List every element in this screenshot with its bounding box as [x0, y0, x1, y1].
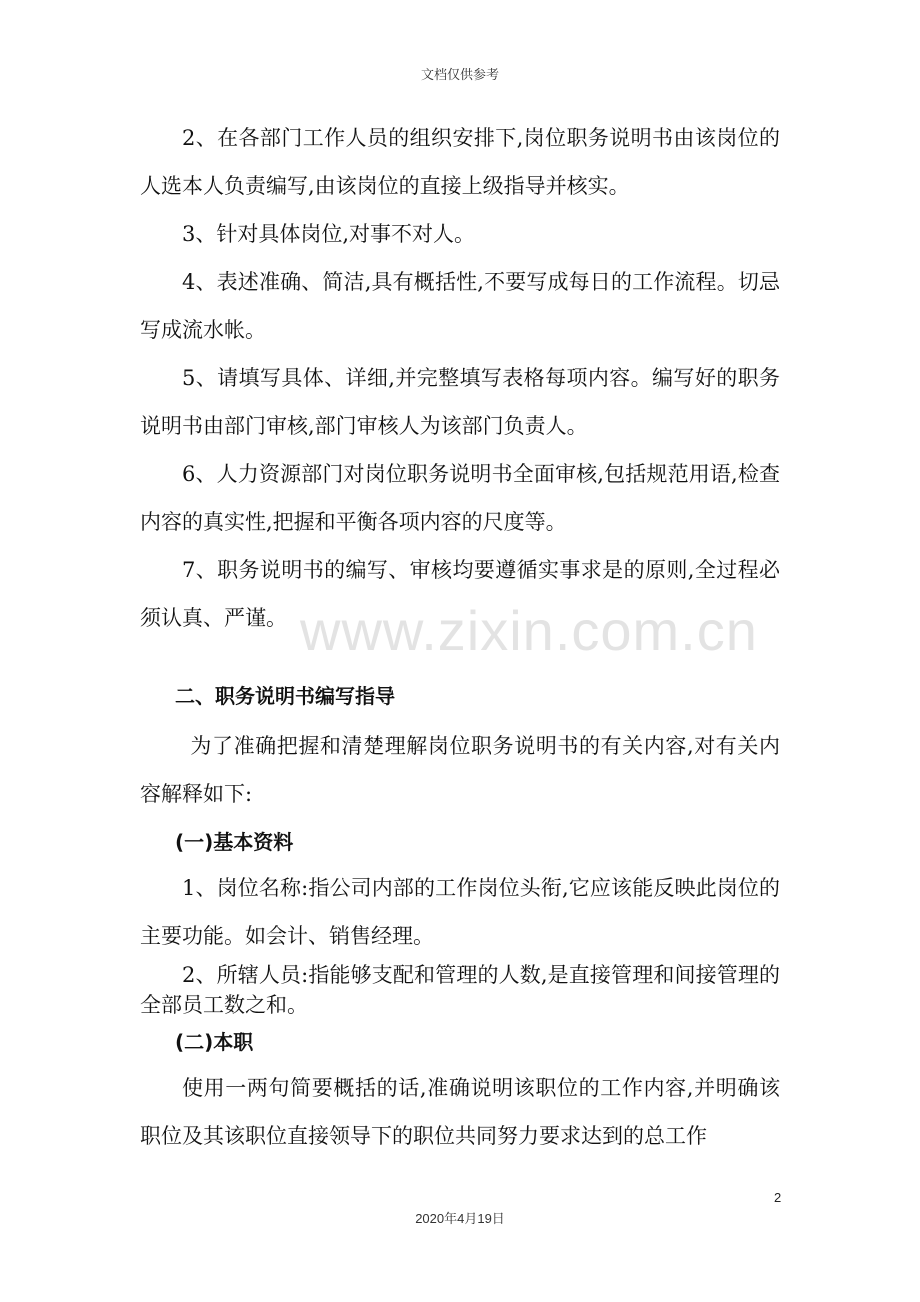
paragraph-item-5: 5、请填写具体、详细,并完整填写表格每项内容。编写好的职务说明书由部门审核,部门审核人为该部门负责人。	[140, 366, 780, 438]
subsection-heading-basic-info: (一)基本资料	[175, 830, 294, 854]
duty-description: 使用一两句简要概括的话,准确说明该职位的工作内容,并明确该职位及其该职位直接领导下的职位共同努力要求达到的总工作	[140, 1076, 780, 1148]
section-heading-guide: 二、职务说明书编写指导	[175, 684, 395, 708]
paragraph-item-3: 3、针对具体岗位,对事不对人。	[182, 222, 476, 246]
paragraph-item-2: 2、在各部门工作人员的组织安排下,岗位职务说明书由该岗位的人选本人负责编写,由该岗位的直接上级指导并核实。	[140, 126, 780, 198]
paragraph-item-4: 4、表述准确、简洁,具有概括性,不要写成每日的工作流程。切忌写成流水帐。	[140, 270, 780, 342]
watermark-text: www.zixin.com.cn	[300, 599, 758, 662]
paragraph-item-7: 7、职务说明书的编写、审核均要遵循实事求是的原则,全过程必须认真、严谨。	[140, 558, 780, 630]
basic-info-item-1: 1、岗位名称:指公司内部的工作岗位头衔,它应该能反映此岗位的主要功能。如会计、销售经理。	[140, 876, 780, 948]
page-header: 文档仅供参考	[420, 68, 499, 83]
section-intro: 为了准确把握和清楚理解岗位职务说明书的有关内容,对有关内容解释如下:	[140, 734, 780, 806]
footer-date: 2020年4月19日	[415, 1211, 505, 1226]
basic-info-item-2: 2、所辖人员:指能够支配和管理的人数,是直接管理和间接管理的全部员工数之和。	[140, 963, 780, 1017]
page-number: 2	[774, 1190, 782, 1205]
paragraph-item-6: 6、人力资源部门对岗位职务说明书全面审核,包括规范用语,检查内容的真实性,把握和平衡各项内容的尺度等。	[140, 462, 780, 534]
subsection-heading-duty: (二)本职	[175, 1030, 254, 1054]
